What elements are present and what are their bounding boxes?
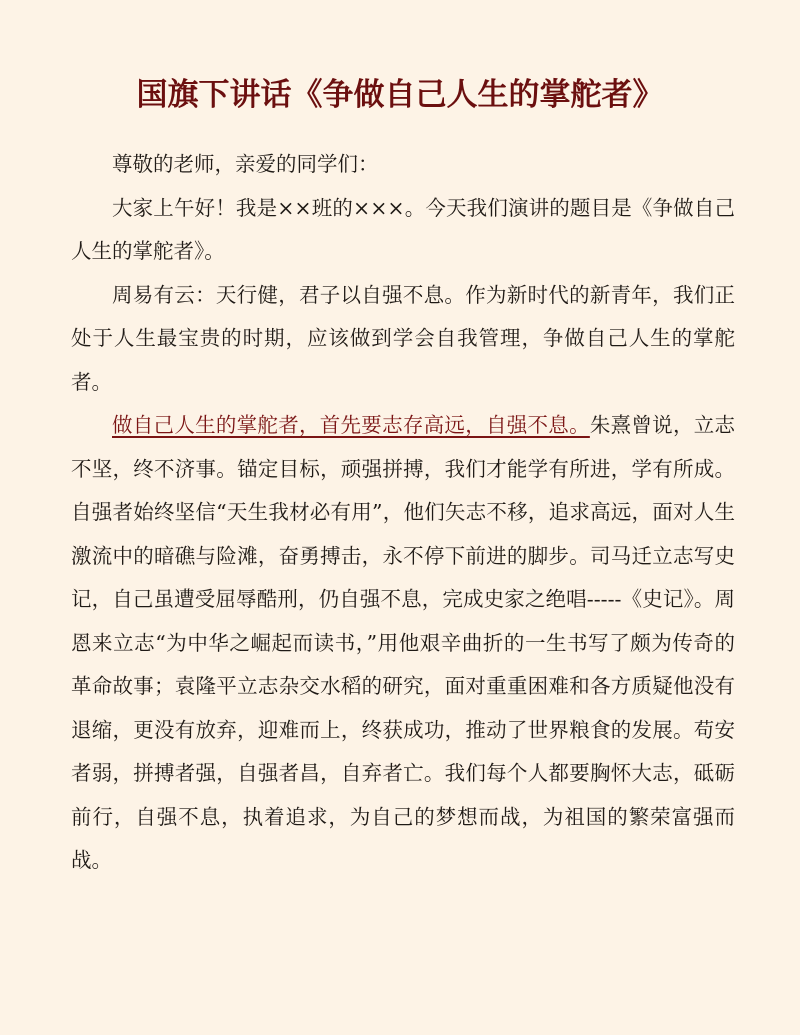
- greeting-paragraph: 尊敬的老师，亲爱的同学们：: [112, 152, 379, 176]
- main-argument-paragraph: [71, 404, 735, 883]
- highlighted-thesis: 做自己人生的掌舵者，首先要志存高远，自强不息。: [112, 413, 590, 437]
- intro-paragraph: 大家上午好！我是××班的×××。今天我们演讲的题目是《争做自己人生的掌舵者》。: [71, 195, 735, 263]
- speech-body: [71, 143, 735, 883]
- argument-body-text: 朱熹曾说，立志不坚，终不济事。锚定目标，顽强拼搏，我们才能学有所进，学有所成。自强者始终坚信“天生我材必有用”，他们矢志不移，追求高远，面对人生激流中的暗礁与险滩，奋勇搏击，永不停下前进的脚步。司马迁立志写史记，自己虽遭受屈辱酷刑，仍自强不息，完成史家之绝唱-----《史记》。周恩来立志“为中华之崛起而读书，”用他艰辛曲折的一生书写了颇为传奇的革命故事；袁隆平立志杂交水稻的研究，面对重重困难和各方质疑他没有退缩，更没有放弃，迎难而上，终获成功，推动了世界粮食的发展。苟安者弱，拼搏者强，自强者昌，自弃者亡。我们每个人都要胸怀大志，砥砺前行，自强不息，执着追求，为自己的梦想而战，为祖国的繁荣富强而战。: [71, 413, 735, 872]
- quote-paragraph: 周易有云：天行健，君子以自强不息。作为新时代的新青年，我们正处于人生最宝贵的时期，应该做到学会自我管理，争做自己人生的掌舵者。: [71, 282, 735, 394]
- page-title: 国旗下讲话《争做自己人生的掌舵者》: [136, 76, 664, 113]
